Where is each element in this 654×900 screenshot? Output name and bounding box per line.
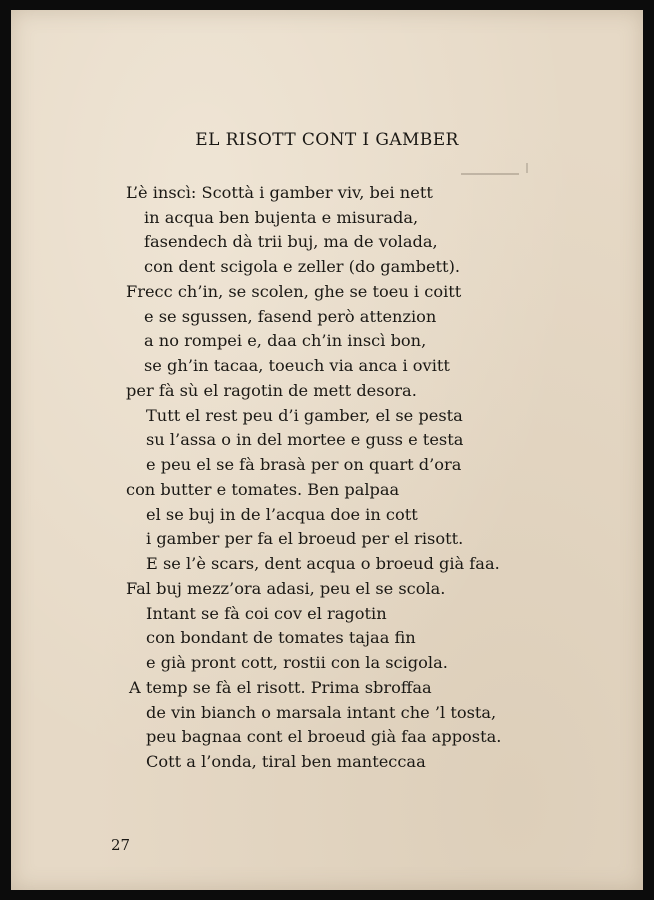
poem-line: per fà sù el ragotin de mett desora. [126,381,417,400]
poem-line: a no rompei e, daa ch’in inscì bon, [144,331,427,350]
poem-line: peu bagnaa cont el broeud già faa apposta. [146,727,502,746]
poem-line: Intant se fà coi cov el ragotin [146,604,387,623]
poem-line: el se buj in de l’acqua doe in cott [146,505,418,524]
poem-body [11,10,643,890]
poem-line: E se l’è scars, dent acqua o broeud già faa. [146,554,500,573]
poem-line: i gamber per fa el broeud per el risott. [146,529,464,548]
poem-line: e già pront cott, rostii con la scigola. [146,653,448,672]
poem-line: su l’assa o in del mortee e guss e testa [146,430,464,449]
book-page [11,10,643,890]
poem-line: Cott a l’onda, tiral ben manteccaa [146,752,426,771]
poem-line: con butter e tomates. Ben palpaa [126,480,400,499]
poem-line: e peu el se fà brasà per on quart d’ora [146,455,462,474]
poem-line: L’è inscì: Scottà i gamber viv, bei nett [126,183,433,202]
poem-line: con bondant de tomates tajaa fin [146,628,416,647]
poem-line: A temp se fà el risott. Prima sbroffaa [129,678,432,697]
poem-line: Tutt el rest peu d’i gamber, el se pesta [146,406,463,425]
poem-line: con dent scigola e zeller (do gambett). [144,257,461,276]
page-number: 27 [111,836,131,854]
poem-line: se gh’in tacaa, toeuch via anca i ovitt [144,356,450,375]
poem-line: fasendech dà trii buj, ma de volada, [144,232,438,251]
poem-line: e se sgussen, fasend però attenzion [144,307,437,326]
poem-line: de vin bianch o marsala intant che ’l tosta, [146,703,497,722]
poem-line: Fal buj mezz’ora adasi, peu el se scola. [126,579,446,598]
poem-line: Frecc ch’in, se scolen, ghe se toeu i coitt [126,282,462,301]
poem-line: in acqua ben bujenta e misurada, [144,208,419,227]
poem-title: EL RISOTT CONT I GAMBER [195,130,459,150]
